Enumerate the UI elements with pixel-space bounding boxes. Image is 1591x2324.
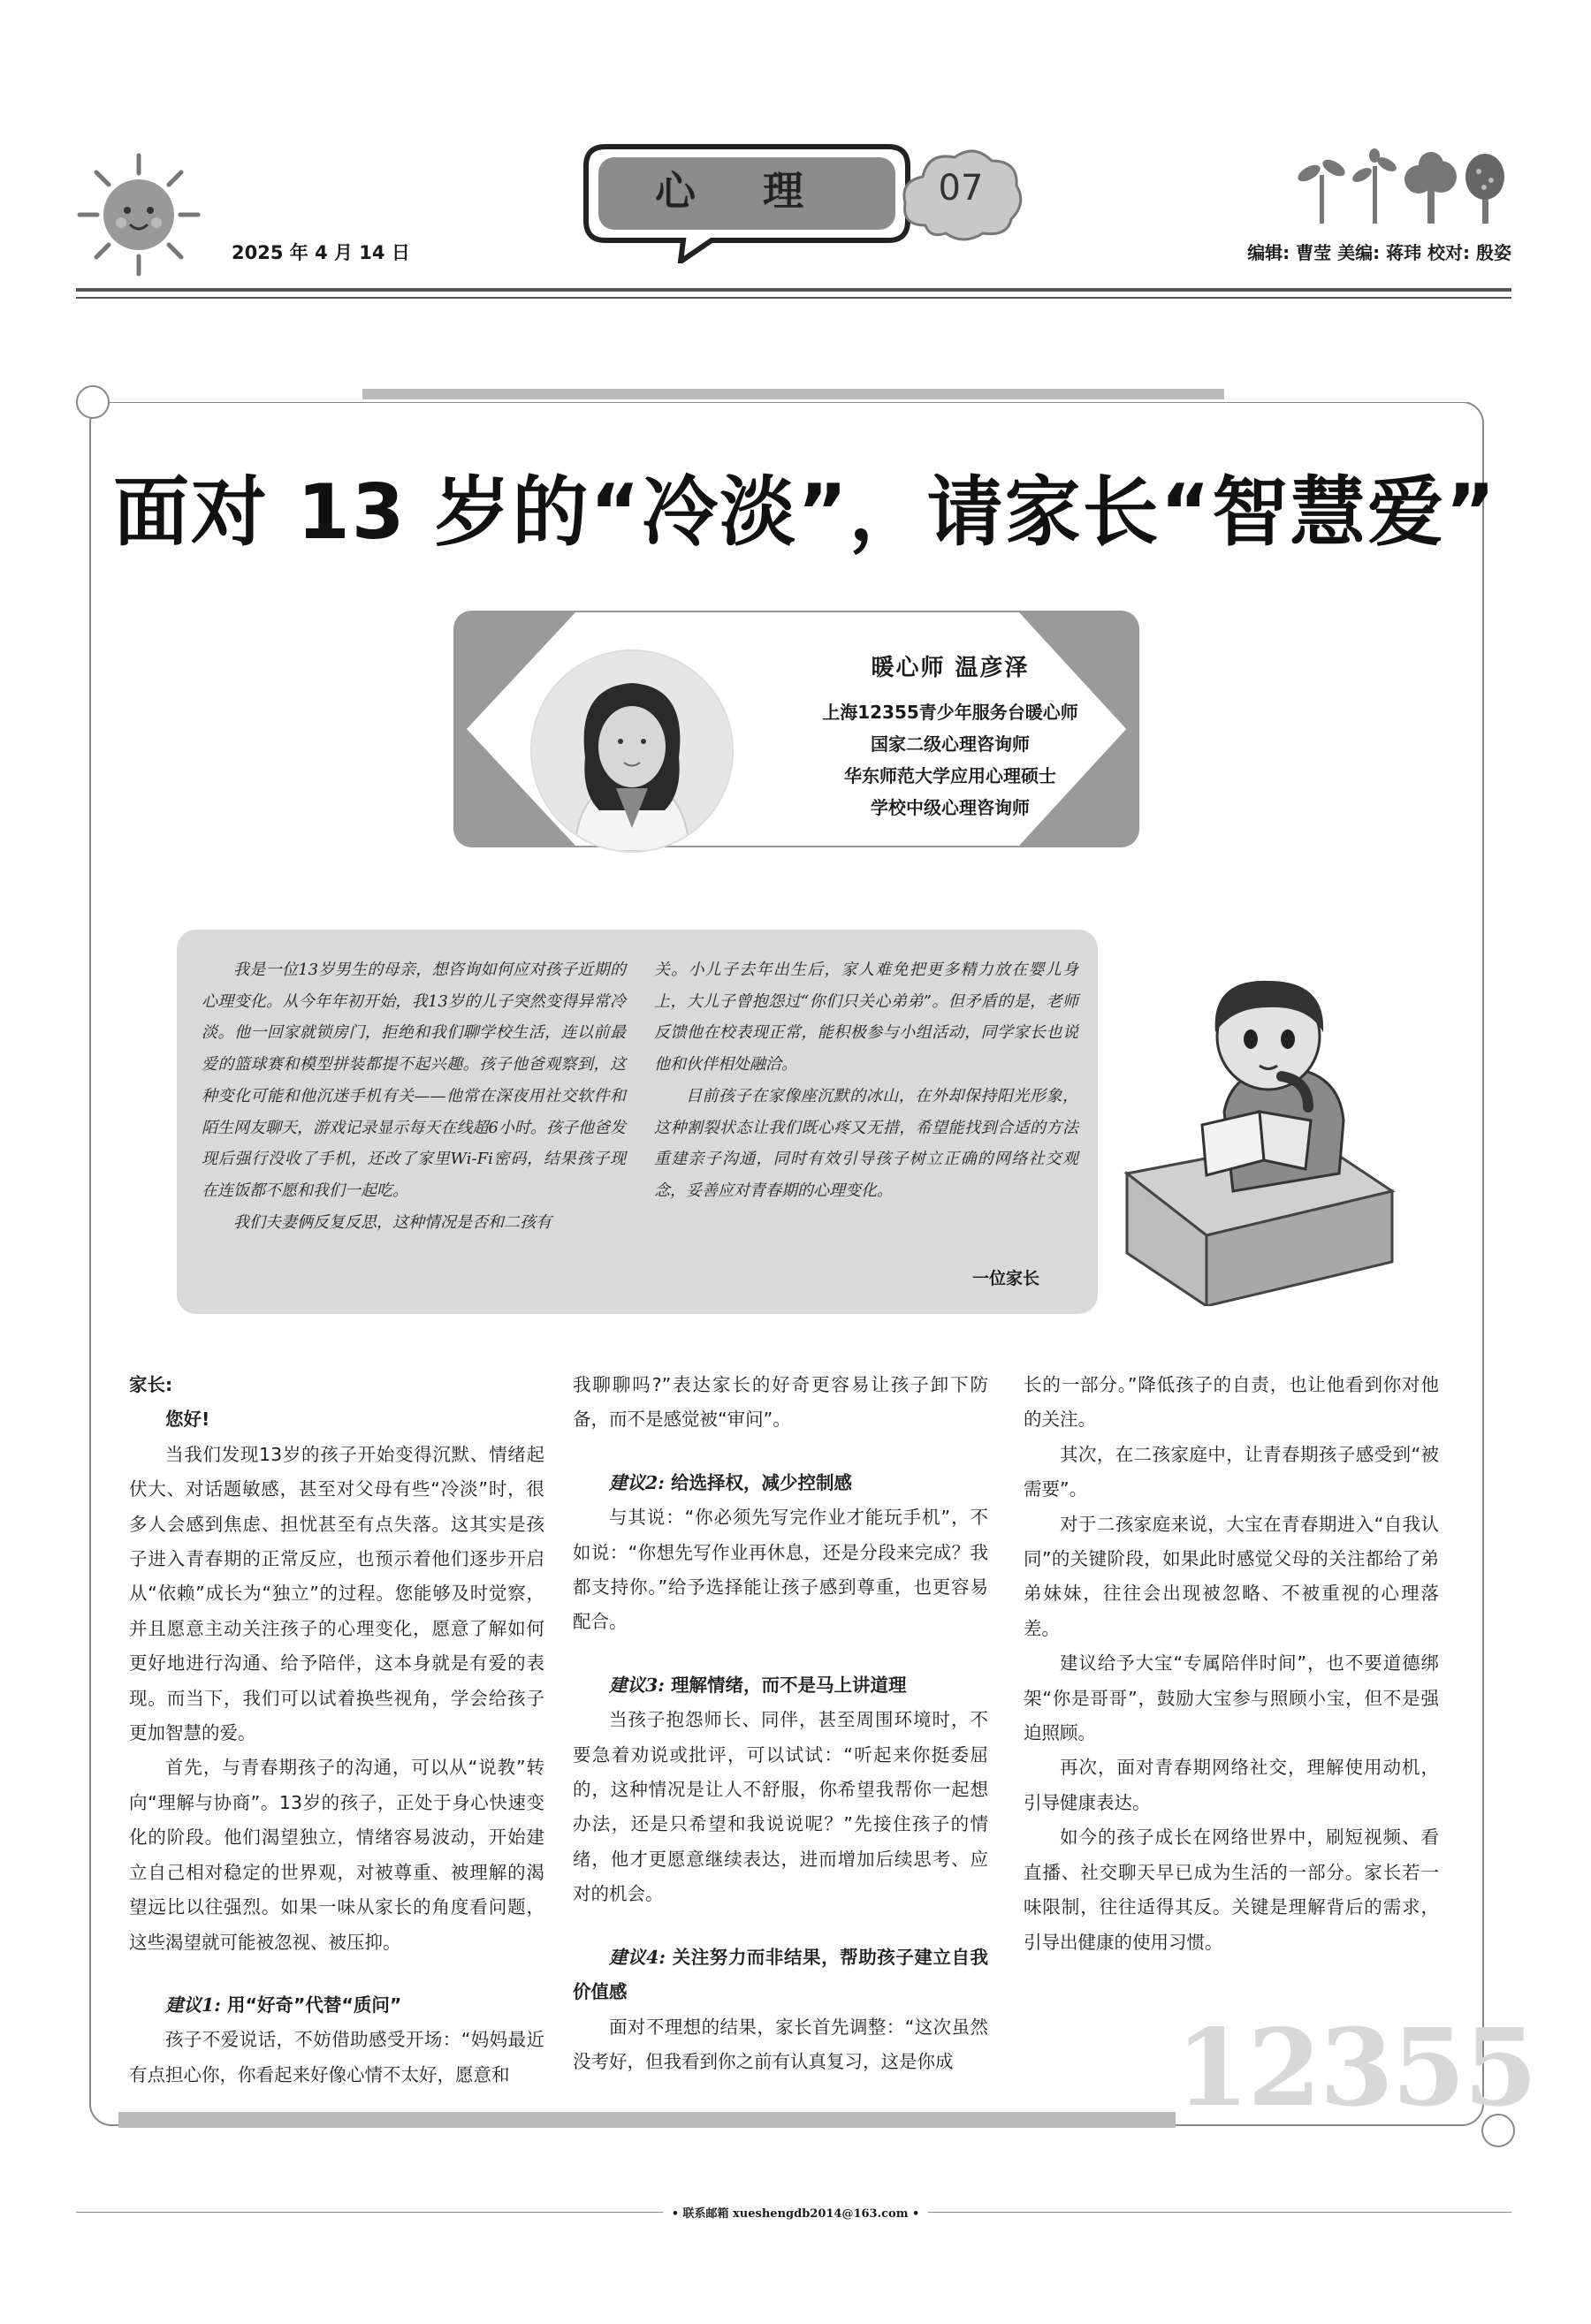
header-rule-thin	[76, 297, 1511, 299]
body-paragraph: 其次，在二孩家庭中，让青春期孩子感受到“被需要”。	[1024, 1443, 1439, 1500]
body-paragraph: 如今的孩子成长在网络世界中，刷短视频、看直播、社交聊天早已成为生活的一部分。家长若一味限制，往往适得其反。关键是理解背后的需求，引导出健康的使用习惯。	[1024, 1827, 1439, 1953]
greeting: 您好!	[165, 1409, 210, 1431]
body-paragraph: 与其说：“你必须先写完作业才能玩手机”，不如说：“你想先写作业再休息，还是分段来完成？我都支持你。”给予选择能让孩子感到尊重，也更容易配合。	[573, 1507, 988, 1633]
body-paragraph: 当我们发现13岁的孩子开始变得沉默、情绪起伏大、对话题敏感，甚至对父母有些“冷淡”时，很多人会感到焦虑、担忧甚至有点失落。这其实是孩子进入青春期的正常反应，也预示着他们逐步开启从“依赖”成长为“独立”的过程。您能够及时觉察，并且愿意主动关注孩子的心理变化，愿意了解如何更好地进行沟通、给予陪伴，这本身就是有爱的表现。而当下，我们可以试着换些视角，学会给孩子更加智慧的爱。	[129, 1443, 544, 1744]
sun-illustration	[72, 148, 205, 281]
editors-credit: 编辑: 曹莹 美编: 蒋玮 校对: 殷姿	[1247, 242, 1511, 263]
suggestion-title: 给选择权，减少控制感	[670, 1471, 852, 1493]
suggestion-heading	[129, 1988, 544, 2023]
body-paragraph: 我聊聊吗?”表达家长的好奇更容易让孩子卸下防备，而不是感觉被“审问”。	[573, 1374, 988, 1431]
issue-date: 2025 年 4 月 14 日	[232, 242, 410, 263]
body-paragraph: 首先，与青春期孩子的沟通，可以从“说教”转向“理解与协商”。13岁的孩子，正处于身心快速变化的阶段。他们渴望独立，情绪容易波动，开始建立自己相对稳定的世界观，对被尊重、被理解的渴望远比以往强烈。如果一味从家长的角度看问题，这些渴望就可能被忽视、被压抑。	[129, 1757, 544, 1953]
trees-illustration	[1295, 148, 1516, 228]
body-paragraph: 孩子不爱说话，不妨借助感受开场：“妈妈最近有点担心你，你看起来好像心情不太好，愿意和	[129, 2029, 544, 2085]
frame-bottom-bar	[118, 2112, 1176, 2128]
body-column-3	[1024, 1368, 1439, 1960]
page-number: 07	[938, 168, 984, 209]
author-credential: 学校中级心理咨询师	[871, 797, 1030, 818]
hotline-watermark: 12355	[1176, 2006, 1536, 2130]
suggestion-tag: 建议2:	[609, 1471, 665, 1493]
letter-paragraph: 目前孩子在家像座沉默的冰山，在外却保持阳光形象，这种割裂状态让我们既心疼又无措，希望能找到合适的方法重建亲子沟通，同时有效引导孩子树立正确的网络社交观念，妥善应对青春期的心理变化。	[654, 1086, 1078, 1200]
body-column-1	[129, 1368, 544, 2092]
author-photo	[530, 649, 734, 853]
reading-boy-illustration	[1118, 970, 1401, 1306]
frame-top-bar	[362, 389, 1224, 399]
author-credential: 上海12355青少年服务台暖心师	[822, 702, 1078, 723]
body-paragraph: 长的一部分。”降低孩子的自责，也让他看到你对他的关注。	[1024, 1374, 1439, 1431]
body-paragraph: 建议给予大宝“专属陪伴时间”，也不要道德绑架“你是哥哥”，鼓励大宝参与照顾小宝，但不是强迫照顾。	[1024, 1652, 1439, 1744]
suggestion-title: 关注努力而非结果，帮助孩子建立自我价值感	[573, 1946, 989, 2003]
body-paragraph: 当孩子抱怨师长、同伴，甚至周围环境时，不要急着劝说或批评，可以试试：“听起来你挺委屈的，这种情况是让人不舒服，你希望我帮你一起想办法，还是只希望和我说说呢？”先接住孩子的情绪，他才更愿意继续表达，进而增加后续思考、应对的机会。	[573, 1709, 988, 1905]
suggestion-tag: 建议4:	[609, 1946, 666, 1968]
letter-column-1	[202, 954, 626, 1238]
suggestion-title: 用“好奇”代替“质问”	[226, 1994, 402, 2016]
suggestion-heading	[573, 1466, 988, 1500]
body-paragraph: 对于二孩家庭来说，大宝在青春期进入“自我认同”的关键阶段，如果此时感觉父母的关注都给了弟弟妹妹，往往会出现被忽略、不被重视的心理落差。	[1024, 1513, 1439, 1639]
letter-paragraph: 关。小儿子去年出生后，家人难免把更多精力放在婴儿身上，大儿子曾抱怨过“你们只关心弟弟”。但矛盾的是，老师反馈他在校表现正常，能积极参与小组活动，同学家长也说他和伙伴相处融洽。	[654, 961, 1078, 1075]
body-paragraph: 面对不理想的结果，家长首先调整：“这次虽然没考好，但我看到你之前有认真复习，这是你成	[573, 2016, 988, 2072]
letter-column-2	[654, 954, 1078, 1207]
author-credential: 华东师范大学应用心理硕士	[844, 765, 1056, 786]
suggestion-title: 理解情绪，而不是马上讲道理	[670, 1674, 907, 1696]
suggestion-heading	[573, 1668, 988, 1703]
letter-paragraph: 我们夫妻俩反复反思，这种情况是否和二孩有	[233, 1212, 552, 1232]
letter-signature: 一位家长	[972, 1269, 1040, 1288]
salutation: 家长:	[129, 1374, 173, 1395]
body-paragraph: 再次，面对青春期网络社交，理解使用动机，引导健康表达。	[1024, 1757, 1439, 1813]
frame-corner-dot	[76, 385, 110, 419]
author-name: 暖心师 温彦泽	[871, 655, 1030, 681]
suggestion-tag: 建议3:	[609, 1674, 665, 1696]
section-title: 心 理	[654, 167, 830, 215]
body-column-2	[573, 1368, 988, 2079]
header-rule	[76, 288, 1511, 292]
suggestion-tag: 建议1:	[165, 1994, 221, 2016]
suggestion-heading	[573, 1940, 988, 2010]
author-credential: 国家二级心理咨询师	[871, 733, 1030, 755]
letter-paragraph: 我是一位13岁男生的母亲，想咨询如何应对孩子近期的心理变化。从今年年初开始，我13岁的儿子突然变得异常冷淡。他一回家就锁房门，拒绝和我们聊学校生活，连以前最爱的篮球赛和模型拼装都提不起兴趣。孩子他爸观察到，这种变化可能和他沉迷手机有关——他常在深夜用社交软件和陌生网友聊天，游戏记录显示每天在线超6小时。孩子他爸发现后强行没收了手机，还改了家里Wi-Fi密码，结果孩子现在连饭都不愿和我们一起吃。	[202, 961, 626, 1200]
contact-email: • 联系邮箱 xueshengdb2014@163.com •	[663, 2207, 929, 2221]
article-headline: 面对 13 岁的“冷淡”，请家长“智慧爱”	[113, 468, 1497, 557]
footer	[0, 2204, 1591, 2221]
